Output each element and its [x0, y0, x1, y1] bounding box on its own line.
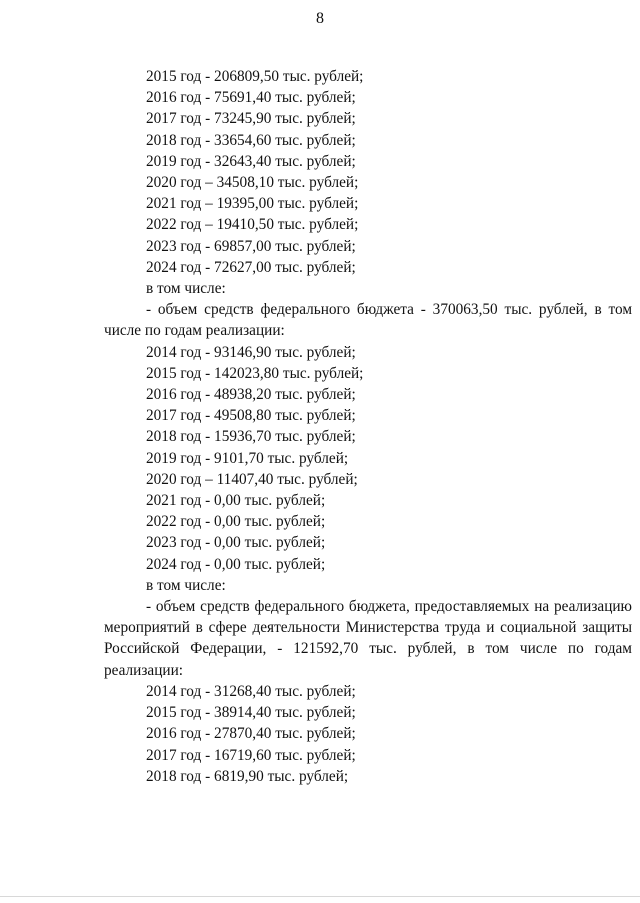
text-line: 2015 год - 206809,50 тыс. рублей; — [146, 68, 364, 85]
text-line: в том числе: — [146, 280, 226, 298]
paragraph-federal-budget: - объем средств федерального бюджета - 370063,50 тыс. рублей, в том числе по годам реализации: — [104, 301, 632, 340]
text-line: 2018 год - 15936,70 тыс. рублей; — [146, 428, 356, 446]
text-line: 2022 год - 0,00 тыс. рублей; — [146, 513, 326, 531]
bottom-divider — [0, 896, 640, 897]
text-line: 2017 год - 16719,60 тыс. рублей; — [146, 746, 356, 764]
text-line: 2017 год - 73245,90 тыс. рублей; — [146, 110, 356, 128]
text-line: 2023 год - 69857,00 тыс. рублей; — [146, 237, 356, 255]
text-line: 2022 год – 19410,50 тыс. рублей; — [146, 216, 359, 234]
text-line: 2024 год - 72627,00 тыс. рублей; — [146, 258, 356, 276]
text-line: 2019 год - 32643,40 тыс. рублей; — [146, 152, 356, 170]
paragraph-ministry-funding: - объем средств федерального бюджета, предоставляемых на реализацию мероприятий в сфере деятельности Министерства труда и социальной защиты Российской Федерации, - 121592,70 тыс. рублей, в том числе по годам реализации: — [104, 598, 632, 679]
text-line: 2018 год - 33654,60 тыс. рублей; — [146, 131, 356, 149]
text-line: 2024 год - 0,00 тыс. рублей; — [146, 555, 326, 573]
text-line: 2020 год – 34508,10 тыс. рублей; — [146, 174, 359, 192]
text-line: 2021 год - 0,00 тыс. рублей; — [146, 492, 326, 510]
text-line: в том числе: — [146, 576, 226, 594]
text-line: 2015 год - 38914,40 тыс. рублей; — [146, 704, 356, 722]
text-line: 2018 год - 6819,90 тыс. рублей; — [146, 767, 349, 785]
document-body — [104, 66, 632, 787]
text-line: 2015 год - 142023,80 тыс. рублей; — [146, 364, 364, 382]
text-line: 2019 год - 9101,70 тыс. рублей; — [146, 449, 349, 467]
text-line: 2021 год – 19395,00 тыс. рублей; — [146, 195, 359, 213]
page-number: 8 — [316, 10, 324, 27]
text-line: 2017 год - 49508,80 тыс. рублей; — [146, 407, 356, 425]
text-line: 2016 год - 48938,20 тыс. рублей; — [146, 386, 356, 404]
text-line: 2016 год - 27870,40 тыс. рублей; — [146, 725, 356, 743]
text-line: 2020 год – 11407,40 тыс. рублей; — [146, 470, 358, 488]
text-line: 2014 год - 31268,40 тыс. рублей; — [146, 682, 356, 700]
text-line: 2023 год - 0,00 тыс. рублей; — [146, 534, 326, 552]
text-line: 2014 год - 93146,90 тыс. рублей; — [146, 343, 356, 361]
text-line: 2016 год - 75691,40 тыс. рублей; — [146, 89, 356, 107]
